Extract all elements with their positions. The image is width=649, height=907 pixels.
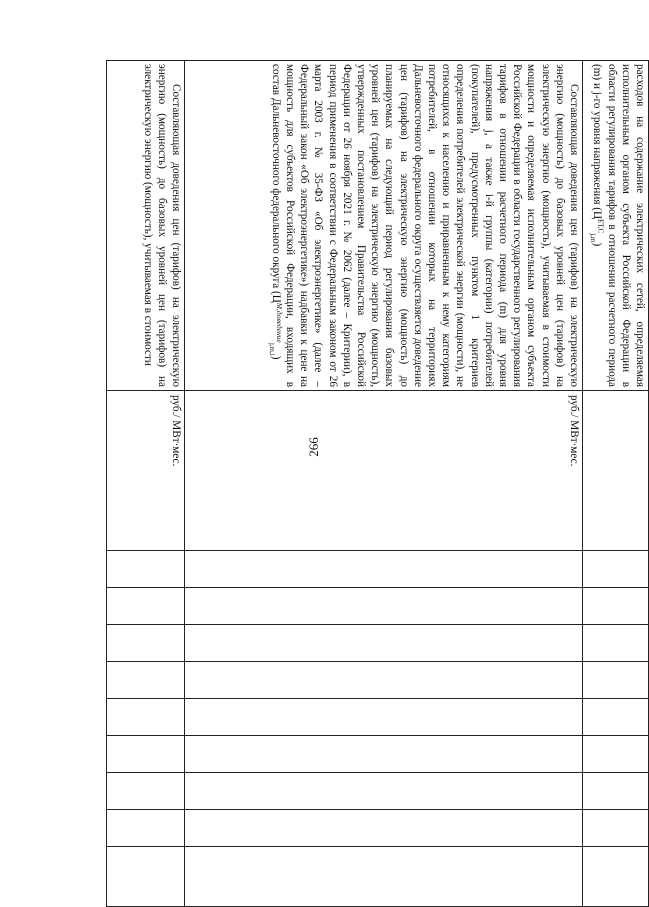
row3-unit: руб./ МВт·мес. [170, 395, 182, 467]
description-cell [107, 61, 185, 391]
table-row [107, 61, 185, 907]
page-number: 266 [306, 437, 321, 457]
table-row [185, 61, 583, 907]
unit-cell [583, 391, 649, 551]
unit-cell [185, 391, 583, 551]
tariff-table [106, 60, 649, 907]
row2-unit: руб./ МВт·мес. [568, 395, 580, 467]
row1-description: расходов на содержание электрических сетей, определяемая исполнительным органом субъекта Российской Федерации в области регулирования тарифов в отношении расчетного периода (m) и j-го уровня напряжения $(Ц^{ЕТ,С}_{j,m})$ [589, 64, 646, 387]
table-row [583, 61, 649, 907]
description-cell [583, 61, 649, 391]
row3-description: Составляющая доведения цен (тарифов) на электрическую энергию (мощность) до базовых уровней цен (тарифов) на электрическую энергию (мощность), учитываемая в стоимости [141, 64, 182, 387]
unit-cell [107, 391, 185, 551]
rotated-table-page [107, 60, 649, 906]
row2-description: Составляющая доведения цен (тарифов) на электрическую энергию (мощность) до базовых уровней цен (тарифов) на электрическую энергию (мощность), учитываемая в стоимости мощности и определяемая исполнительным органом субъекта Российской Федерации в области государственного регулирования тарифов в отношении расчетного периода (m) для уровня напряжения j, а также i-й группы (категории) потребителей (покупателей), предусмотренных пунктом 1 критериев определения потребителей электрической энергии (мощности), не относящихся к населению и приравненным к нему категориям потребителей, в отношении которых на территориях Дальневосточного федерального округа осуществляется доведение цен (тарифов) на электрическую энергию (мощность) до планируемых на следующий период регулирования базовых уровней цен (тарифов) на электрическую энергию (мощность), утвержденных постановлением Правительства Российской Федерации от 26 ноября 2021 г. № 2062 (далее – Критерии), в период применения в соответствии с Федеральным законом от 26 марта 2003 г. № 35-ФЗ «Об электроэнергетике» (далее – Федеральный закон «Об электроэнергетике») надбавки к цене на мощность для субъектов Российской Федерации, входящих в состав Дальневосточного федерального округа $(Ц^{М,доведение}_{j,m,i})$ [267, 64, 580, 387]
description-cell [185, 61, 583, 391]
